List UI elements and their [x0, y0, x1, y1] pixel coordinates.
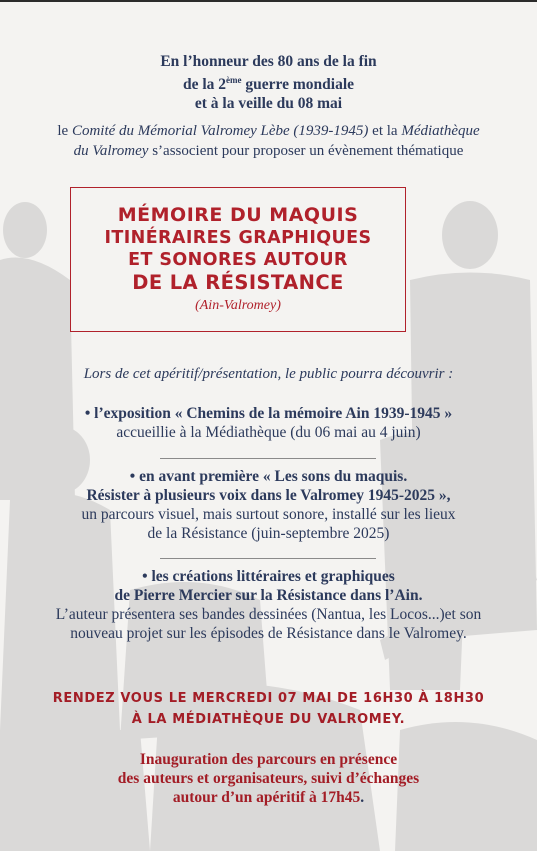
program-item-exposition — [0, 404, 537, 442]
item-1-text-1: accueillie à la Médiathèque (du 06 mai au 4 juin) — [116, 424, 421, 441]
item-2-bold-2: Résister à plusieurs voix dans le Valromey 1945-2025 », — [86, 487, 451, 504]
item-3-text-2: nouveau projet sur les épisodes de Résistance dans le Valromey. — [70, 625, 467, 642]
association-line-1 — [0, 121, 537, 141]
association-part-2: et la — [368, 123, 402, 139]
intro-heading — [0, 52, 537, 113]
item-3-text-1: L’auteur présentera ses bandes dessinées (Nantua, les Locos...)et son — [55, 606, 482, 623]
inauguration-line-1: Inauguration des parcours en présence — [139, 751, 398, 768]
separator-1 — [160, 458, 376, 459]
rendezvous-line-2: À LA MÉDIATHÈQUE DU VALROMEY. — [131, 712, 406, 727]
top-border — [0, 0, 537, 2]
intro-line-2-post: guerre mondiale — [241, 76, 355, 94]
inauguration-line-3-text: autour d’un apéritif à 17h45 — [172, 789, 361, 806]
association-part-1: le — [57, 123, 72, 139]
title-subtitle: (Ain-Valromey) — [195, 298, 281, 313]
item-3-bold-2: de Pierre Mercier sur la Résistance dans l’Ain. — [114, 587, 423, 604]
association-part-3: s’associent pour proposer un évènement thématique — [148, 143, 464, 159]
item-2-bold-1: • en avant première « Les sons du maquis. — [129, 468, 408, 485]
intro-line-2-pre: de la 2 — [182, 76, 227, 94]
intro-line-1: En l’honneur des 80 ans de la fin — [160, 53, 377, 70]
separator-2 — [160, 558, 376, 559]
rendezvous-info — [0, 688, 537, 730]
item-3-bold-1: • les créations littéraires et graphiques — [142, 568, 395, 585]
program-item-creations — [0, 567, 537, 643]
association-text — [0, 121, 537, 161]
program-item-sons-du-maquis — [0, 467, 537, 543]
inauguration-end-dot: . — [360, 789, 365, 806]
intro-line-2 — [0, 71, 537, 94]
item-2-text-1: un parcours visuel, mais surtout sonore, installé sur les lieux — [81, 506, 456, 523]
association-line-2 — [0, 141, 537, 161]
rendezvous-line-1: RENDEZ VOUS LE MERCREDI 07 MAI DE 16H30 À 18H30 — [52, 691, 485, 706]
inauguration-info — [0, 750, 537, 807]
intro-superscript: ème — [226, 75, 242, 85]
event-title-box — [70, 187, 406, 332]
association-org-2a: Médiathèque — [401, 123, 480, 139]
lead-text: Lors de cet apéritif/présentation, le public pourra découvrir : — [83, 366, 454, 382]
association-org-2b: du Valromey — [73, 143, 149, 159]
association-org-1: Comité du Mémorial Valromey Lèbe (1939-1945) — [71, 123, 369, 139]
item-2-text-2: de la Résistance (juin-septembre 2025) — [147, 525, 390, 542]
title-line-3: ET SONORES AUTOUR — [128, 250, 348, 270]
intro-line-3: et à la veille du 08 mai — [194, 95, 343, 113]
item-1-bold-1: • l’exposition « Chemins de la mémoire Ain 1939-1945 » — [84, 405, 453, 422]
title-line-4: DE LA RÉSISTANCE — [132, 271, 344, 294]
title-line-2: ITINÉRAIRES GRAPHIQUES — [104, 228, 372, 248]
inauguration-line-3 — [0, 788, 537, 807]
inauguration-line-2: des auteurs et organisateurs, suivi d’échanges — [117, 770, 420, 787]
title-line-1: MÉMOIRE DU MAQUIS — [117, 204, 359, 226]
